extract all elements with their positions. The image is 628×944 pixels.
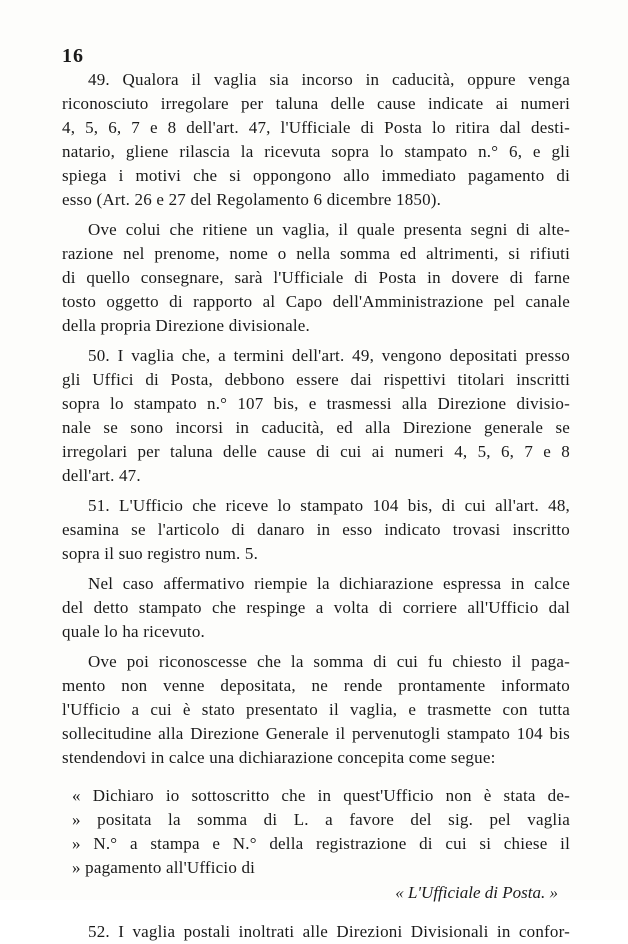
quote-line: » positata la somma di L. a favore del sig. pel vaglia — [72, 810, 570, 829]
text-line: esso (Art. 26 e 27 del Regolamento 6 dicembre 1850). — [62, 190, 442, 209]
text-line: esamina se l'articolo di danaro in esso indicato trovasi inscritto — [62, 520, 570, 539]
paragraph-49 — [62, 68, 570, 212]
text-line: sopra lo stampato n.° 107 bis, e trasmessi alla Direzione divisio- — [62, 394, 570, 413]
declaration-quote — [62, 784, 570, 906]
text-line: nale se sono incorsi in caducità, ed alla Direzione generale se — [62, 418, 570, 437]
text-line: mento non venne depositata, ne rende prontamente informato — [62, 676, 570, 695]
text-line: della propria Direzione divisionale. — [62, 316, 310, 335]
text-line: tosto oggetto di rapporto al Capo dell'Amministrazione pel canale — [62, 292, 570, 311]
text-line: Nel caso affermativo riempie la dichiarazione espressa in calce — [88, 574, 570, 593]
paragraph-alteration — [62, 218, 570, 338]
text-line: l'Ufficio a cui è stato presentato il vaglia, e trasmette con tutta — [62, 700, 570, 719]
paragraph-51 — [62, 494, 570, 566]
text-line: dell'art. 47. — [62, 466, 141, 485]
text-line: 4, 5, 6, 7 e 8 dell'art. 47, l'Ufficiale di Posta lo ritira dal desti- — [62, 118, 570, 137]
paragraph-52-start: 52. I vaglia postali inoltrati alle Direzioni Divisionali in confor- — [88, 922, 570, 941]
text-line: 51. L'Ufficio che riceve lo stampato 104 bis, di cui all'art. 48, — [88, 496, 570, 515]
signature-text: « L'Ufficiale di Posta. » — [395, 883, 558, 902]
text-line: sopra il suo registro num. 5. — [62, 544, 259, 563]
text-line: quale lo ha ricevuto. — [62, 622, 205, 641]
text-line: Ove colui che ritiene un vaglia, il quale presenta segni di alte- — [88, 220, 570, 239]
paragraph-not-deposited — [62, 650, 570, 770]
text-line: spiega i motivi che si oppongono allo immediato pagamento di — [62, 166, 570, 185]
text-line: del detto stampato che respinge a volta di corriere all'Ufficio dal — [62, 598, 570, 617]
text-line: gli Uffici di Posta, debbono essere dai rispettivi titolari inscritti — [62, 370, 570, 389]
text-line: razione nel prenome, nome o nella somma ed altrimenti, si rifiuti — [62, 244, 570, 263]
text-line: 49. Qualora il vaglia sia incorso in caducità, oppure venga — [88, 70, 570, 89]
quote-line: » pagamento all'Ufficio di — [72, 858, 256, 877]
text-line: irregolari per taluna delle cause di cui ai numeri 4, 5, 6, 7 e 8 — [62, 442, 570, 461]
text-line: Ove poi riconoscesse che la somma di cui fu chiesto il paga- — [88, 652, 570, 671]
quote-line: « Dichiaro io sottoscritto che in quest'Ufficio non è stata de- — [72, 786, 570, 805]
text-line: natario, gliene rilascia la ricevuta sopra lo stampato n.° 6, e gli — [62, 142, 570, 161]
text-line: 50. I vaglia che, a termini dell'art. 49, vengono depositati presso — [88, 346, 570, 365]
text-line: stendendovi in calce una dichiarazione concepita come segue: — [62, 748, 496, 767]
paragraph-50 — [62, 344, 570, 488]
text-line: di quello consegnare, sarà l'Ufficiale di Posta in dovere di farne — [62, 268, 570, 287]
signature-line — [62, 880, 570, 906]
paragraph-affirmative — [62, 572, 570, 644]
body-text — [62, 68, 570, 944]
quote-line: » N.° a stampa e N.° della registrazione di cui si chiese il — [72, 834, 570, 853]
page-number: 16 — [62, 45, 84, 67]
text-line: sollecitudine alla Direzione Generale il pervenutogli stampato 104 bis — [62, 724, 570, 743]
text-line: riconosciuto irregolare per taluna delle cause indicate ai numeri — [62, 94, 570, 113]
